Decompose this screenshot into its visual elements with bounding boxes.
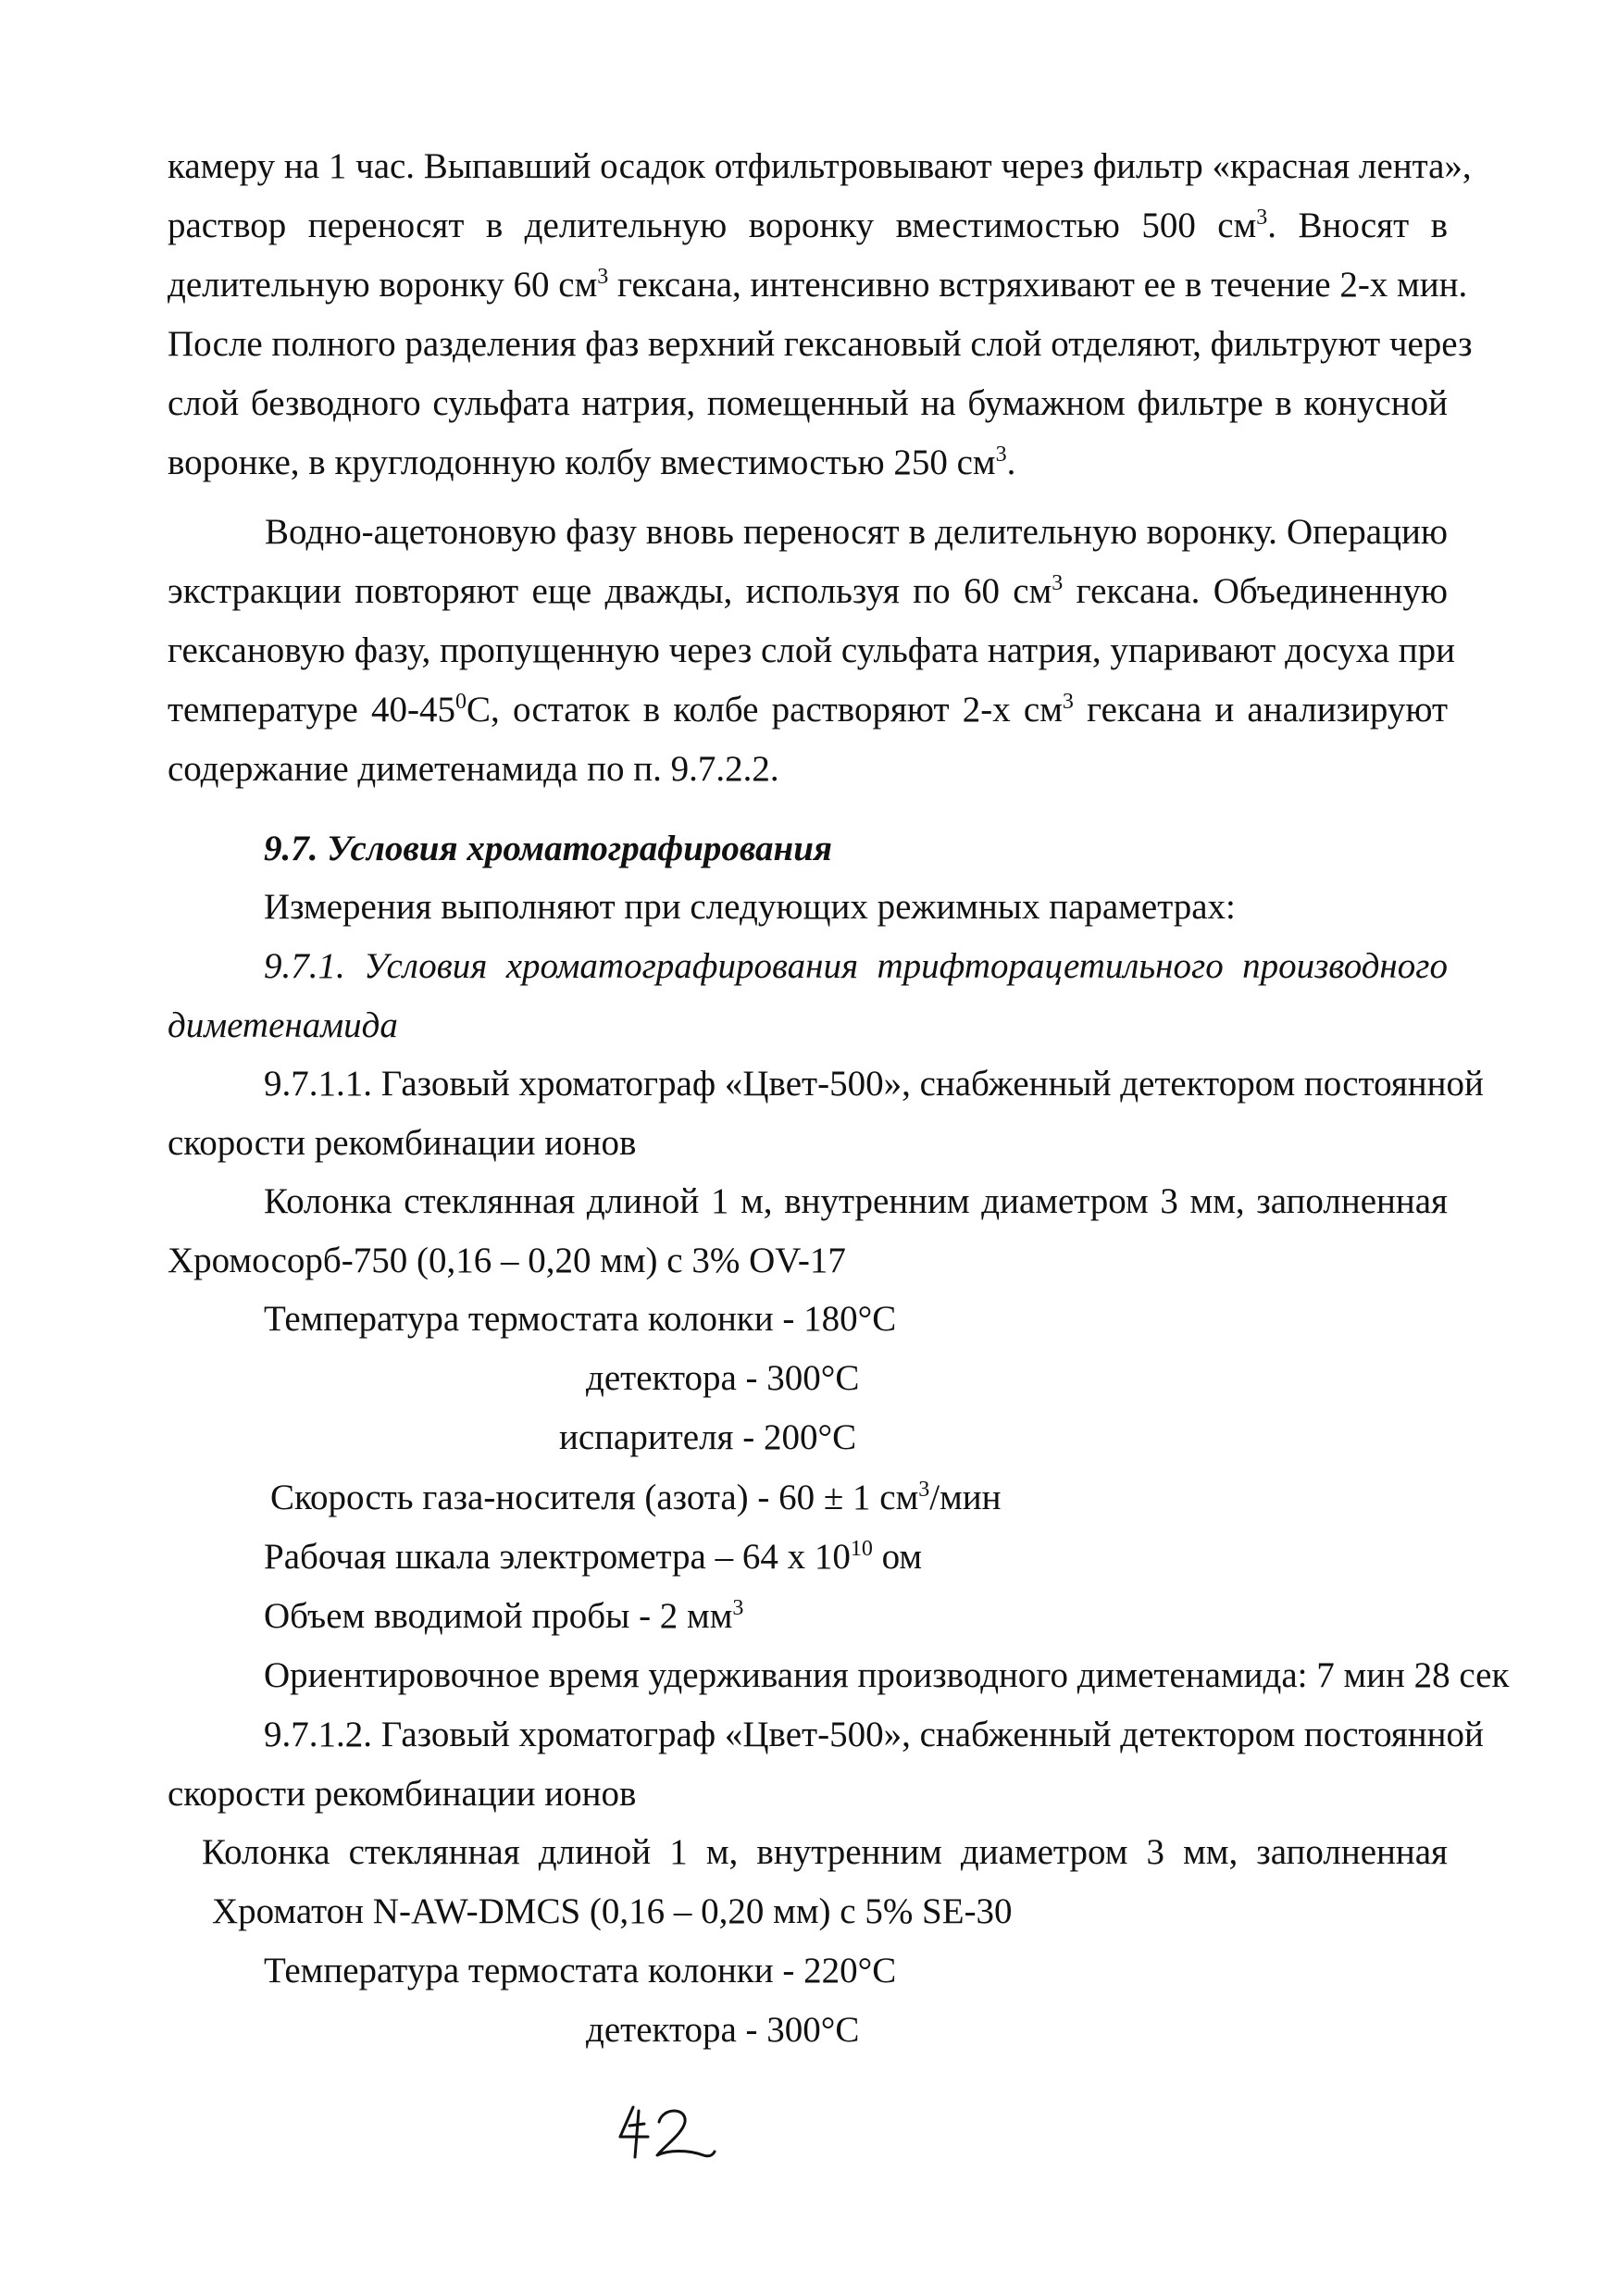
param-electrometer-scale: Рабочая шкала электрометра – 64 х $10^{10}$ ом bbox=[264, 1537, 923, 1577]
page-number-handwriting bbox=[611, 2090, 722, 2174]
param-retention-time: Ориентировочное время удерживания производного диметенамида: 7 мин 28 сек bbox=[264, 1655, 1510, 1695]
text-line: скорости рекомбинации ионов bbox=[168, 1774, 637, 1814]
text-line: раствор переносят в делительную воронку вместимостью 500 $см^3$. Вносят в bbox=[168, 206, 1448, 245]
text-line: температуре $40-45^0С$, остаток в колбе растворяют 2-х $см^3$ гексана и анализируют bbox=[168, 690, 1449, 730]
text-line: После полного разделения фаз верхний гексановый слой отделяют, фильтруют через bbox=[168, 324, 1473, 364]
text-line: камеру на 1 час. Выпавший осадок отфильтровывают через фильтр «красная лента», bbox=[168, 146, 1472, 186]
text-line: скорости рекомбинации ионов bbox=[168, 1123, 637, 1163]
text-line: диметенамида bbox=[168, 1005, 398, 1045]
section-heading-9-7: 9.7. Условия хроматографирования bbox=[264, 829, 832, 868]
text-line: экстракции повторяют еще дважды, используя по 60 $см^3$ гексана. Объединенную bbox=[168, 571, 1448, 611]
text-line: воронке, в круглодонную колбу вместимостью 250 $см^3$. bbox=[168, 443, 1016, 482]
param-carrier-gas-rate: Скорость газа-носителя (азота) - 60 ± 1 $см^3$/мин bbox=[270, 1478, 1002, 1517]
param-probe-volume: Объем вводимой пробы - 2 $мм^3$ bbox=[264, 1596, 744, 1636]
paragraph-extraction bbox=[168, 503, 1455, 799]
param-detector-temperature: детектора - 300°С bbox=[586, 1358, 860, 1398]
param-column-temperature-2: Температура термостата колонки - 220°С bbox=[264, 1951, 897, 1990]
column-description-1 bbox=[168, 1172, 1448, 1291]
handwritten-page-number bbox=[611, 2090, 722, 2174]
paragraph-filtration bbox=[168, 137, 1473, 493]
paragraph-9-7-1-1 bbox=[168, 1054, 1484, 1173]
paragraph-9-7-1-2 bbox=[168, 1705, 1484, 1824]
param-detector-temperature-2: детектора - 300°С bbox=[586, 2010, 860, 2050]
text-line: гексановую фазу, пропущенную через слой сульфата натрия, упаривают досуха при bbox=[168, 630, 1455, 670]
text-line: слой безводного сульфата натрия, помещенный на бумажном фильтре в конусной bbox=[168, 383, 1448, 423]
text-line: 9.7.1. Условия хроматографирования трифторацетильного производного bbox=[264, 946, 1448, 986]
param-column-temperature: Температура термостата колонки - 180°С bbox=[264, 1299, 897, 1339]
text-line: Хромосорб-750 (0,16 – 0,20 мм) с 3% OV-17 bbox=[168, 1241, 846, 1280]
text-line: Хроматон N-AW-DMCS (0,16 – 0,20 мм) с 5% SE-30 bbox=[212, 1891, 1013, 1931]
subsection-heading-9-7-1 bbox=[168, 937, 1448, 1055]
param-evaporator-temperature: испарителя - 200°С bbox=[559, 1417, 857, 1457]
text-line: Колонка стеклянная длиной 1 м, внутренним диаметром 3 мм, заполненная bbox=[264, 1181, 1448, 1221]
text-line: 9.7.1.1. Газовый хроматограф «Цвет-500», снабженный детектором постоянной bbox=[264, 1064, 1484, 1104]
text-line: содержание диметенамида по п. 9.7.2.2. bbox=[168, 749, 779, 789]
intro-line: Измерения выполняют при следующих режимных параметрах: bbox=[264, 887, 1236, 927]
text-line: Колонка стеклянная длиной 1 м, внутренним диаметром 3 мм, заполненная bbox=[202, 1832, 1448, 1872]
text-line: делительную воронку 60 $см^3$ гексана, интенсивно встряхивают ее в течение 2-х мин. bbox=[168, 265, 1468, 305]
text-line: 9.7.1.2. Газовый хроматограф «Цвет-500», снабженный детектором постоянной bbox=[264, 1715, 1484, 1754]
text-line: Водно-ацетоновую фазу вновь переносят в делительную воронку. Операцию bbox=[265, 512, 1448, 552]
column-description-2 bbox=[202, 1823, 1448, 1941]
